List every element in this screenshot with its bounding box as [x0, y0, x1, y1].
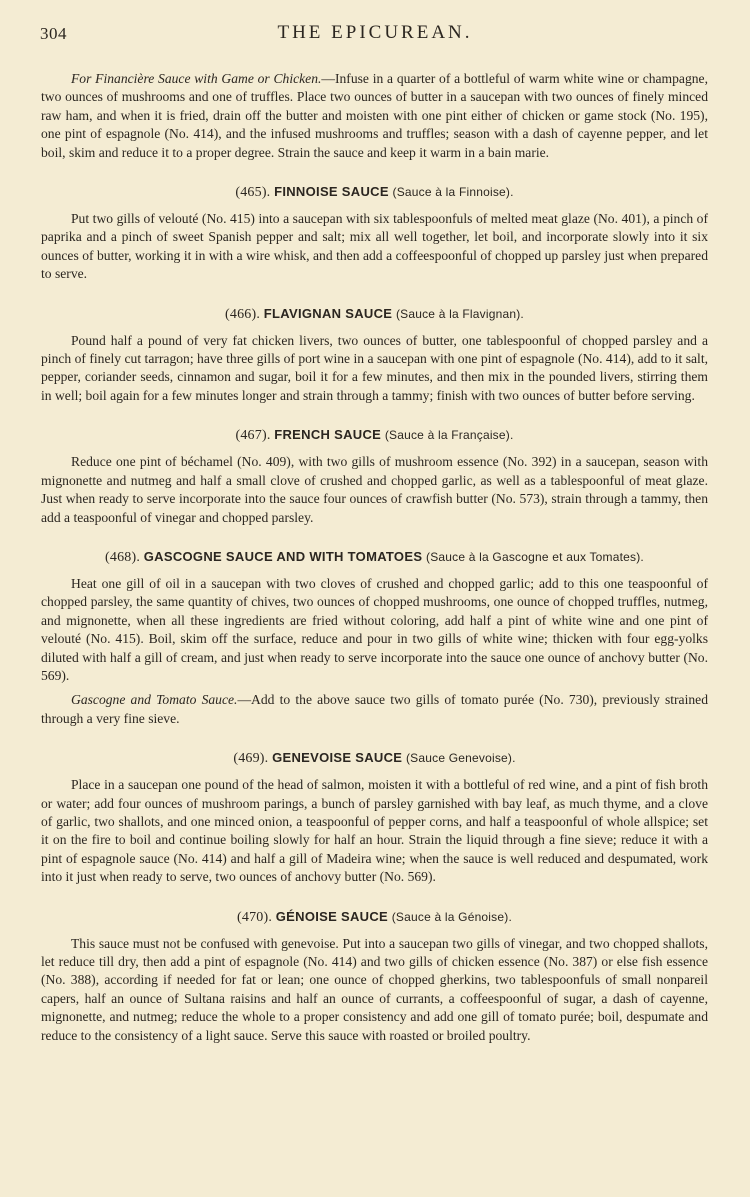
recipe-french-title: (Sauce à la Flavignan). [395, 306, 524, 321]
recipe-title: FINNOISE SAUCE [274, 184, 389, 200]
recipe-french-title: (Sauce à la Génoise). [391, 909, 512, 924]
recipe-french-title: (Sauce Genevoise). [405, 751, 516, 766]
recipe-number: (467). [235, 428, 271, 444]
recipe-body-467: Reduce one pint of béchamel (No. 409), with two gills of mushroom essence (No. 392) in a saucepan, season with mignonette and nutmeg and half a small clove of crushed and chopped garlic, as well as a tablespoonful of meat glaze. Just when ready to serve incorporate into the sauce four ounces of crawfish butter (No. 573), strain through a tammy, then add a teaspoonful of vinegar and chopped parsley. [41, 454, 708, 525]
recipe-french-title: (Sauce à la Gascogne et aux Tomates). [426, 549, 644, 564]
intro-paragraph [41, 70, 708, 162]
page-number: 304 [40, 24, 67, 43]
recipe-title: GASCOGNE SAUCE AND WITH TOMATOES [143, 548, 423, 564]
recipe-variant-468 [41, 691, 708, 728]
page-header [40, 22, 710, 48]
recipe-number: (469). [233, 751, 269, 767]
recipe-heading-469 [41, 749, 708, 768]
recipe-heading-468 [41, 548, 708, 567]
recipe-number: (466). [225, 306, 261, 322]
variant-text: —Add to the above sauce two gills of tomato purée (No. 730), previously strained through a very fine sieve. [41, 692, 708, 726]
recipe-body-465: Put two gills of velouté (No. 415) into a saucepan with six tablespoonfuls of melted meat glaze (No. 401), a pinch of paprika and a pinch of sweet Spanish pepper and salt; mix all well together, let boil, and incorporate slowly into it six ounces of butter, working it in with a wire whisk, and then add a coffeespoonful of chopped up parsley just when prepared to serve. [41, 211, 708, 282]
recipe-heading-465 [41, 183, 708, 202]
recipe-title: FLAVIGNAN SAUCE [263, 305, 393, 321]
recipe-title: GÉNOISE SAUCE [275, 908, 389, 924]
recipe-body-469: Place in a saucepan one pound of the head of salmon, moisten it with a bottleful of red wine, and a pint of fish broth or water; add four ounces of mushroom parings, a bunch of parsley garnished with bay leaf, as much thyme, and a clove of garlic, two shallots, and one minced onion, a teaspoonful of pepper corns, and half a teaspoonful of whole allspice; set it on the fire to boil and continue boiling slowly for half an hour. Strain the liquid through a fine sieve; reduce it with a pint of espagnole sauce (No. 414) and half a gill of Madeira wine; when the sauce is well reduced and despumated, work into it just when ready to serve, two ounces of anchovy butter (No. 569). [41, 777, 708, 885]
recipe-number: (465). [235, 185, 271, 201]
recipe-french-title: (Sauce à la Finnoise). [392, 185, 514, 200]
running-title: THE EPICUREAN. [277, 22, 473, 43]
intro-lead: For Financière Sauce with Game or Chicken. [71, 71, 322, 86]
recipe-heading-467 [41, 426, 708, 445]
recipe-number: (470). [237, 909, 273, 925]
recipe-heading-466 [41, 305, 708, 324]
recipe-heading-470 [41, 908, 708, 927]
page-content [41, 70, 708, 1045]
recipe-title: FRENCH SAUCE [274, 427, 382, 443]
variant-lead: Gascogne and Tomato Sauce. [71, 692, 238, 708]
intro-text: —Infuse in a quarter of a bottleful of warm white wine or champagne, two ounces of mushrooms and one of truffles. Place two ounces of butter in a saucepan with two ounces of finely minced raw ham, and when it is fried, drain off the butter and moisten with one pint either of chicken or game stock (No. 195), one pint of espagnole (No. 414), and the infused mushrooms and truffles; season with a dash of cayenne pepper, and let boil, skim and reduce it to a proper degree. Strain the sauce and keep it warm in a bain marie. [41, 71, 708, 160]
recipe-number: (468). [105, 549, 141, 565]
recipe-french-title: (Sauce à la Française). [384, 428, 514, 443]
recipe-body-470: This sauce must not be confused with genevoise. Put into a saucepan two gills of vinegar, and two chopped shallots, let reduce till dry, then add a pint of espagnole (No. 414) and two gills of chicken essence (No. 387) or else fish essence (No. 388), according if needed for fat or lean; one ounce of chopped gherkins, two tablespoonfuls of small nonpareil capers, half an ounce of Sultana raisins and half an ounce of currants, a coffeespoonful of sugar, a dash of cayenne, mignonette, and nutmeg; reduce the whole to a proper consistency and add one gill of tomato purée; boil, despumate and reduce to the consistency of a light sauce. Serve this sauce with roasted or broiled poultry. [41, 935, 708, 1043]
recipe-body-466: Pound half a pound of very fat chicken livers, two ounces of butter, one tablespoonful of chopped parsley and a pinch of finely cut tarragon; have three gills of port wine in a saucepan with one pint of espagnole (No. 414), add to it salt, pepper, coriander seeds, cinnamon and sugar, boil it for a few minutes, and then mix in the pounded livers, stirring them in well; boil again for a few minutes longer and strain through a tammy; finish with two ounces of butter before serving. [41, 332, 708, 403]
recipe-body-468: Heat one gill of oil in a saucepan with two cloves of crushed and chopped garlic; add to this one teaspoonful of chopped parsley, the same quantity of chives, two ounces of chopped mushrooms, one ounce of chopped truffles, nutmeg, and mignonette, when all these ingredients are fried without coloring, add half a pint of white wine and one pint of velouté (No. 415). Boil, skim off the surface, reduce and pour in two gills of white wine; thicken with four egg-yolks diluted with half a gill of cream, and just when ready to serve incorporate into the sauce one ounce of anchovy butter (No. 569). [41, 575, 708, 683]
recipe-title: GENEVOISE SAUCE [272, 750, 403, 766]
